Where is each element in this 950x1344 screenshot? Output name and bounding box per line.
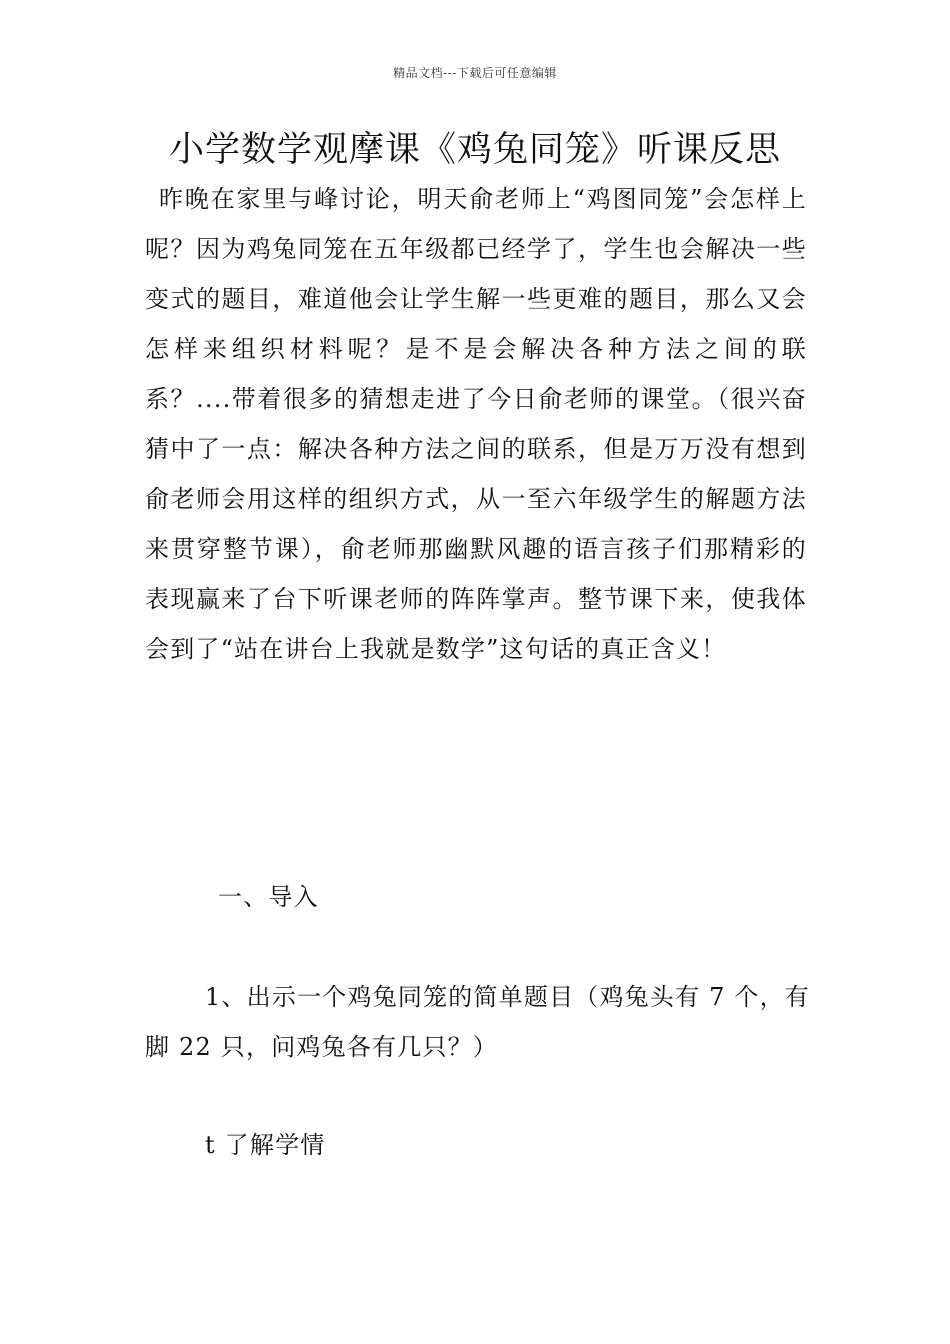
item-1-line-2: 脚 22 只，问鸡兔各有几只？）: [145, 1033, 498, 1061]
item-understand-situation: t 了解学情: [205, 1131, 326, 1159]
section-heading-intro: 一、导入: [218, 883, 319, 911]
body-paragraph: 昨晚在家里与峰讨论，明天俞老师上“鸡图同笼”会怎样上呢？因为鸡兔同笼在五年级都已经学了，学生也会解决一些变式的题目，难道他会让学生解一些更难的题目，那么又会怎样来组织材料呢？是不是会解决各种方法之间的联系？....带着很多的猜想走进了今日俞老师的课堂。（很兴奋猜中了一点：解决各种方法之间的联系，但是万万没有想到俞老师会用这样的组织方式，从一至六年级学生的解题方法来贯穿整节课），俞老师那幽默风趣的语言孩子们那精彩的表现赢来了台下听课老师的阵阵掌声。整节课下来，使我体会到了“站在讲台上我就是数学”这句话的真正含义！: [145, 185, 807, 663]
item-1-line-1: 1、出示一个鸡兔同笼的简单题目（鸡兔头有 7 个，有: [205, 983, 810, 1011]
document-title: 小学数学观摩课《鸡兔同笼》听课反思: [168, 130, 781, 170]
header-note: 精品文档---下载后可任意编辑: [393, 66, 557, 80]
